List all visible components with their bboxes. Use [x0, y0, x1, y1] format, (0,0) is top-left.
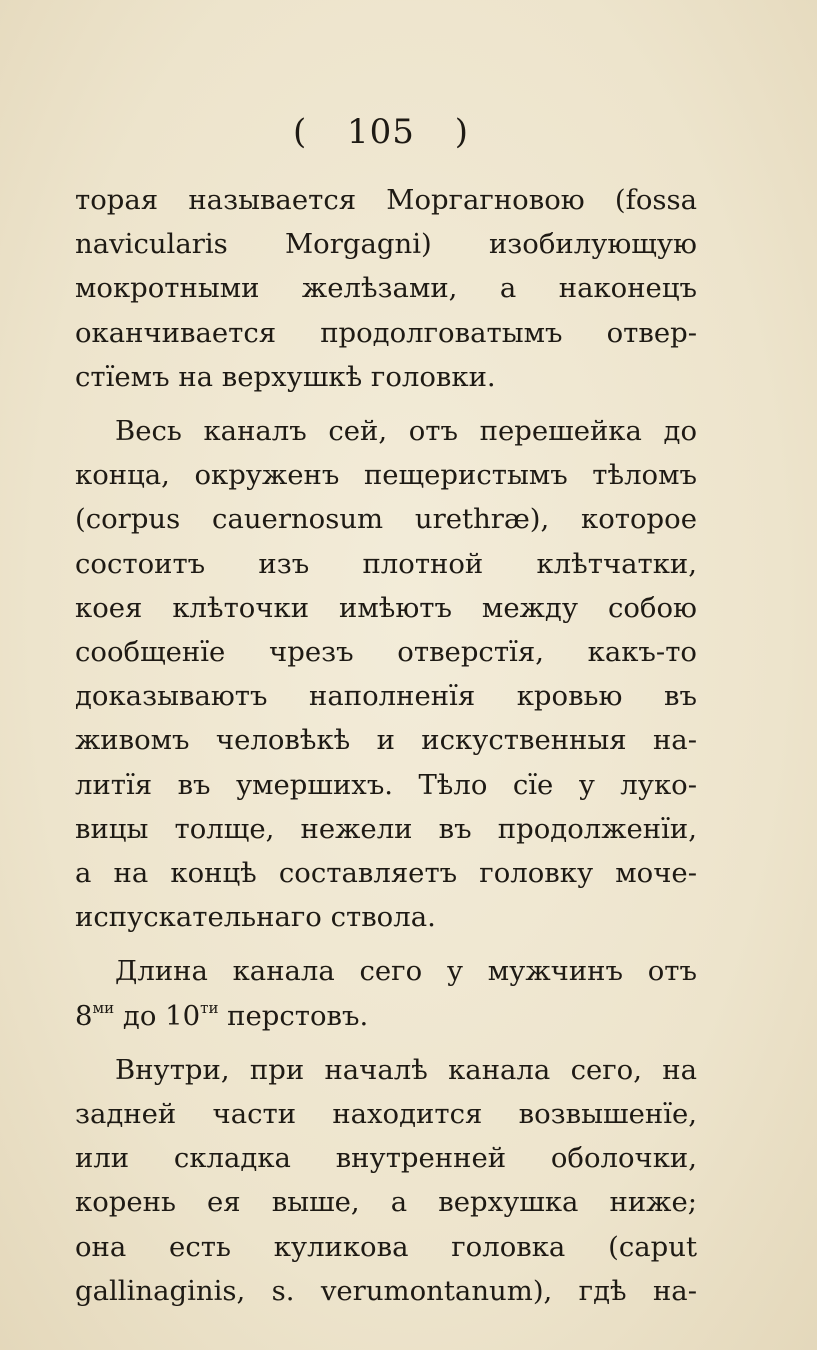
text-line: Внутри, при началѣ канала сего, на	[115, 1053, 697, 1086]
text-line	[75, 994, 697, 1038]
paragraph-2	[75, 409, 697, 939]
paragraph-4	[75, 1048, 697, 1313]
text-line: (corpus cauernosum urethræ), которое	[75, 503, 697, 536]
text-line: коея клѣточки имѣютъ между собою	[75, 591, 697, 624]
text-line: испускательнаго ствола.	[75, 901, 436, 934]
superscript: ми	[92, 998, 115, 1017]
text-line: корень ея выше, а верхушка ниже;	[75, 1186, 697, 1219]
text-line: стїемъ на верхушкѣ головки.	[75, 360, 496, 393]
text-line: живомъ человѣкѣ и искуственныя на-	[75, 724, 697, 757]
text-fragment: 8	[75, 999, 93, 1032]
text-line: доказываютъ наполненїя кровью въ	[75, 680, 697, 713]
text-line: оканчивается продолговатымъ отвер-	[75, 316, 697, 349]
text-line: вицы толще, нежели въ продолженїи,	[75, 812, 697, 845]
text-line: Длина канала сего у мужчинъ отъ	[115, 955, 697, 988]
text-line: а на концѣ составляетъ головку моче-	[75, 857, 697, 890]
text-fragment: до 10	[114, 999, 201, 1032]
text-line: она есть куликова головка (caput	[75, 1230, 697, 1263]
page-number-open-paren: (	[292, 112, 308, 152]
text-line: gallinaginis, s. verumontanum), гдѣ на-	[75, 1274, 697, 1307]
text-line: мокротными желѣзами, а наконецъ	[75, 272, 697, 305]
text-line: литїя въ умершихъ. Тѣло сїе у луко-	[75, 768, 697, 801]
superscript: ти	[200, 998, 219, 1017]
text-line: navicularis Morgagni) изобилующую	[75, 228, 697, 261]
page-number	[0, 112, 762, 152]
text-line: Весь каналъ сей, отъ перешейка до	[115, 415, 697, 448]
text-line: торая называется Моргагновою (fossa	[75, 184, 697, 216]
text-line: задней части находится возвышенїе,	[75, 1098, 697, 1131]
paragraph-3	[75, 949, 697, 1037]
paragraph-1	[75, 178, 697, 399]
body-text	[75, 178, 697, 1313]
text-line: или складка внутренней оболочки,	[75, 1142, 697, 1175]
text-line: конца, окруженъ пещеристымъ тѣломъ	[75, 459, 697, 492]
page-number-value: 105	[347, 112, 415, 152]
text-fragment: перстовъ.	[218, 999, 369, 1032]
text-line: состоитъ изъ плотной клѣтчатки,	[75, 547, 697, 580]
text-line: сообщенїе чрезъ отверстїя, какъ-то	[75, 636, 697, 669]
page-number-close-paren: )	[454, 112, 470, 152]
